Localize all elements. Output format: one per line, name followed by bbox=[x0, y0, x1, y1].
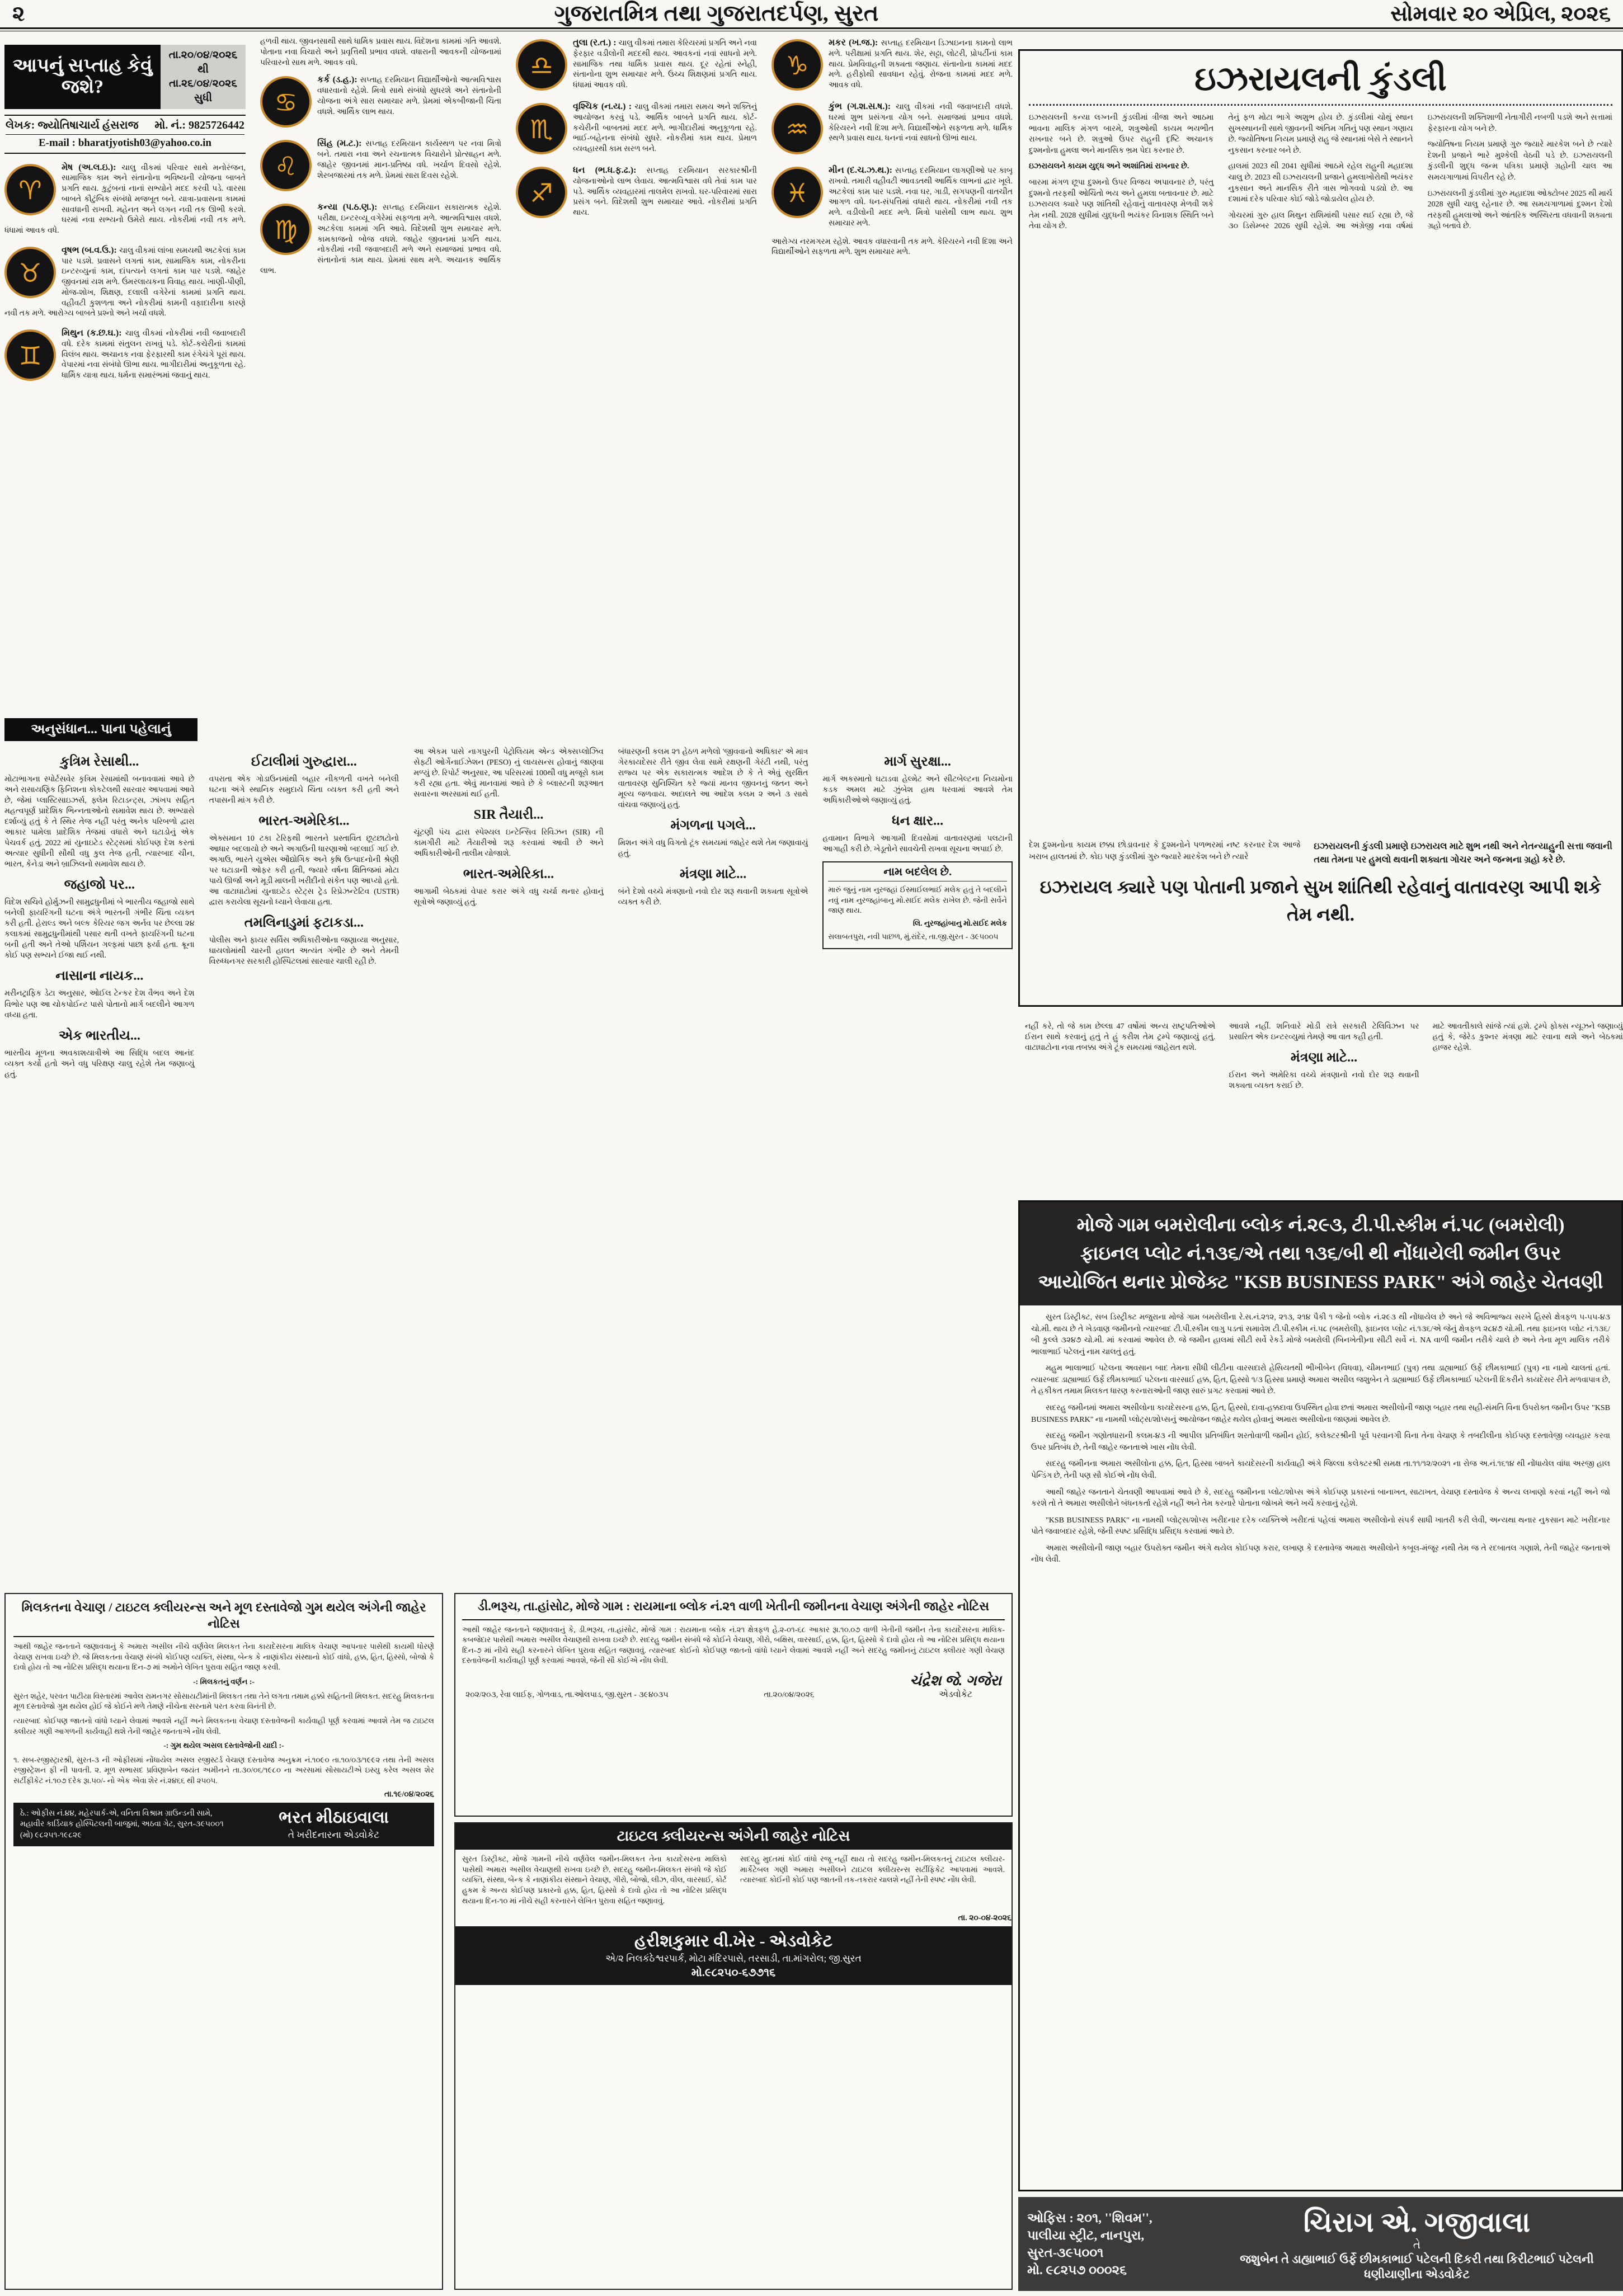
advocate-address: ૨૦૨/૨૦૩, રેવા લાઈફ, ગોળવાડ, તા.ઓલપાડ, જી.સુરત - ૩૯૪૦૩૫ bbox=[465, 1691, 669, 1700]
newspaper-title: ગુજરાતમિત્ર તથા ગુજરાતદર્પણ, સુરત bbox=[554, 1, 879, 26]
zodiac-entry-capricorn bbox=[771, 37, 1013, 93]
story-subhead: તમલિનાડુમાં ફટાકડા... bbox=[244, 916, 364, 931]
article-paragraph: બારમા મંગળ છૂપા દુશ્મનો ઉપર વિજય અપાવનાર છે, પરંતુ દુશ્મનો તરફથી ઓચિંતો ભય અને હુમલા બતાવનાર છે. માટે ઇઝરાયલ ક્યારે પણ શાંતિથી રહેવાનું વાતાવરણ મેળવી શકે તેમ નથી. 2028 સુધીમાં યુદ્ધની ભયંકર વિનાશક સ્થિતિ બને તેવા યોગ છે. bbox=[1029, 178, 1214, 231]
zodiac-text: તુલા (ર.ત.) : ચાલુ વીકમાં તમારા કેરિયરમાં પ્રગતિ અને નવા ફેરફાર વડીલોની મદદથી થાય. આવકનાં નવાં સાધનો મળે. સામાજિક તથા ધાર્મિક પ્રવાસ થાય. દૂર રહેતાં સ્નેહી, સંતાનોના શુભ સમાચાર મળે. ઉચ્ચ શિક્ષણમાં પ્રગતિ થાય. ધંધામાં આવક વધે. bbox=[573, 38, 757, 89]
office-line: ઓફિસ : ૨૦૧, ''શિવમ'', bbox=[1027, 2210, 1152, 2225]
story-paragraph: મરીનટ્રાફિક ડેટા અનુસાર, ઓઈલ ટેન્કર દેશ વૈભવ અને દેશ વિભોર પણ આ ચોકપોઈન્ટ પાસે પોતાનો માર્ગ બદલીને આગળ વધ્યા હતા. bbox=[4, 989, 195, 1020]
story-column bbox=[1025, 1021, 1215, 1196]
story-column bbox=[209, 747, 399, 1586]
zodiac-entry-scorpio bbox=[516, 101, 757, 157]
below-article-columns bbox=[1025, 1021, 1623, 1196]
zodiac-text: કર્ક (ડ.હ.): સપ્તાહ દરમિયાન વિદ્યાર્થીઓનો આત્મવિશ્વાસ વધારવાનો રહેશે. મિત્રો સાથે સંબંધો સુધરશે અને સંતાનોની યોજના અંગે સારા સમાચાર મળે. પ્રેમમાં એકબીજાની ચિંતા વધશે. આર્થિક લાભ થાય. bbox=[317, 75, 501, 116]
notice-paragraph: "KSB BUSINESS PARK" ના નામથી પ્લોટ્સ/શોપ્સ ખરીદનાર દરેક વ્યક્તિએ ખરીદતાં પહેલાં અમારા અસીલોનો સંપર્ક સાધી ખાતરી કરી લેવી, અન્યથા થનાર નુકસાન માટે ખરીદનાર પોતે જવાબદાર રહેશે, જેની સ્પષ્ટ પ્રસિદ્ધિ પ્રસિદ્ધ કરવામાં આવે છે. bbox=[1031, 1516, 1610, 1536]
zodiac-text: મીન (દ.ચ.ઝ.થ.): સપ્તાહ દરમિયાન લાગણીઓ પર કાબૂ રાખવો. તમારી વહીવટી આવડતથી આર્થિક લાભનાં દ્વાર ખૂલે. અટકેલાં કામ પાર પડશે. નવા ઘર, ગાડી, સગપણની વાતચીત આગળ વધે. ધન-સંપત્તિમાં વધારો થાય. નોકરીમાં નવી તક મળે. વડીલોની મદદ મળે. મિત્રો પાસેથી લાભ થાય. શુભ સમાચાર મળે. bbox=[829, 166, 1013, 228]
horoscope-column bbox=[260, 37, 501, 715]
story-paragraph: મોટાભાગના સ્પોર્ટસવેર કૃત્રિમ રેસામાંથી બનાવવામાં આવે છે અને રાસાયણિક ફિનિશના કોકટેલથી સારવાર આપવામાં આવે છે, જેમાં પ્લાસ્ટિસાઇઝર્સ, ફ્લેમ રિટાડન્ટ્સ, ઝાંખપ સહિત મહત્વપૂર્ણ પ્રાદેશિક ભિન્નતાઓનો સમાવેશ થાય છે. અભ્યાસે દર્શાવ્યું હતું કે તે સ્થિર તેજ નહીં પરંતુ અનેક પરિબળો દ્વારા આકાર પામેલા પ્રાદેશિક તેજમાં વધારો અને ઘટાડોનું એક પેચવર્ક હતું. 2022 માં યુનાઇટેડ સ્ટેટ્સમાં કોઈપણ દેશ કરતાં અત્યાર સુધીની સૌથી વધુ કુલ તેજ હતી, ત્યારબાદ ચીન, ભારત, કેનેડા અને બ્રાઝિલનો સમાવેશ થાય છે. bbox=[4, 775, 195, 869]
horoscope-columns bbox=[4, 37, 1013, 715]
office-phone: મો. ૯૮૨૫૭ ૦૦૦૨૬ bbox=[1027, 2263, 1127, 2278]
story-paragraph: વિદેશ સચિવે હોર્મુઝની સામુદ્રધુનીમાં બે ભારતીય જહાજો સાથે બનેલી ફાયરિંગની ઘટના અંગે ભારતની ગંભીર ચિંતા વ્યક્ત કરી હતી. હેરાલ્ડ અને બલ્ક કેરિયર જગ અર્નવ પર છેલ્લા ૨૪ કલાકમાં સામુદ્રધુનીમાંથી પસાર થતી વખતે ફાયરિંગની ઘટના બની હતી અને તેઓ પર્શિયન ગલ્ફમાં પાછા ફર્યા હતા. ક્રૂના કોઈ પણ સભ્યને ઈજા થઈ નથી. bbox=[4, 898, 195, 960]
story-subhead: ઈટાલીમાં ગુરુદ્વારા... bbox=[251, 755, 357, 769]
story-paragraph: હવામાન વિભાગે આગામી દિવસોમાં વાતાવરણમાં પલટાની આગાહી કરી છે. ખેડૂતોને સાવચેતી રાખવા સૂચના અપાઈ છે. bbox=[822, 835, 1013, 854]
zodiac-entry-cancer bbox=[260, 74, 501, 130]
bharuch-land-notice bbox=[454, 1593, 1013, 1817]
story-subhead: કુત્રિમ રેસાથી... bbox=[60, 755, 139, 769]
notice-paragraph: સદરહુ જમીનના અમારા અસીલોના હક્ક, હિત, હિસ્સા બાબતે કાયદેસરની કાર્યવાહી અંગે જિલ્લા કલેક્ટરશ્રી સમક્ષ તા.૧૧/૧૨/૨૦૨૧ ના રોજ અ.નં.૧૬૧૪ થી નોંધાયેલ વાંધા અરજી હાલ પેન્ડિંગ છે, તેની પણ સૌ કોઈએ નોંધ લેવી. bbox=[1031, 1460, 1610, 1480]
horoscope-lead-text: હળવી થાય. જીવનસાથી સાથે ધાર્મિક પ્રવાસ થાય. વિદેશના કામમાં ગતિ આવશે. પોતાના નવા વિચારો અને પ્રવૃત્તિથી પ્રભાવ વધશે. વધારાની આવકની યોજનામાં પરિવારનો સાથ મળે. આવક વધે. bbox=[260, 37, 501, 67]
zodiac-name: તુલા (ર.ત.) : bbox=[573, 38, 619, 48]
advocate-name-text: ચંદ્રેશ જે. ગજેરા bbox=[910, 1672, 1001, 1689]
aquarius-icon: ♒ bbox=[771, 103, 823, 154]
story-column bbox=[1433, 1021, 1623, 1196]
notice-body bbox=[455, 1850, 1012, 1911]
story-paragraph: આ એકમ પાસે નાગપુરની પેટ્રોલિયમ એન્ડ એક્સપ્લોઝિવ સેફ્ટી ઓર્ગેનાઈઝેશન (PESO) નું લાયસન્સ હોવાનું જાણવા મળ્યું છે. રિપોર્ટ અનુસાર, આ પરિસરમાં 100થી વધુ મજૂરો કામ કરી રહ્યા હતા. એવું માનવામાં આવે છે કે બ્લાસ્ટની શરૂઆત સવારના અરસામાં થઈ હતી. bbox=[413, 748, 604, 799]
story-subhead: માર્ગ સુરક્ષા... bbox=[884, 755, 951, 769]
sagittarius-icon: ♐ bbox=[516, 167, 567, 218]
story-column bbox=[822, 747, 1013, 1586]
story-subhead: ભારત-અમેરિકા... bbox=[463, 867, 554, 882]
scorpio-icon: ♏ bbox=[516, 103, 567, 154]
name-change-body: મારું જુનું નામ નુરજહાં ઈસ્માઈલભાઈ મલેક હતું તે બદલીને નવું નામ નુરજહાંબાનુ મો.સઈદ મલેક રાખેલ છે. જેની સર્વેને જાણ થાય. bbox=[828, 885, 1007, 914]
notice-title: મિલકતના વેચાણ / ટાઇટલ ક્લીયરન્સ અને મૂળ દસ્તાવેજો ગુમ થયેલ અંગેની જાહેર નોટિસ bbox=[13, 1600, 434, 1637]
notice-paragraph: ૧. સબ-રજીસ્ટ્રારશ્રી, સુરત-૩ ની ઓફીસમાં નોંધાયેલ અસલ રજીસ્ટર્ડ વેચાણ દસ્તાવેજ અનુક્રમ નં.૧૦૯૦ તા.૧૦/૦૩/૧૯૯૨ તથા તેની અસલ રજીસ્ટ્રેશન ફી ની પાવતી. ૨. મૂળ સભાસદ પ્રવિણાબેન જયંત અમીનને તા.૩૦/૦૬/૧૯૮૦ ના અરસામાં સોસાયટીએ ઇસ્યુ કરેલ અસલ શેર સર્ટીફીકેટ નં.૧૦૭ દરેક રૂા.૫૦/- નો એક એવા શેર નં.૨૪૬૬ થી ૨૫૦૫. bbox=[13, 1755, 434, 1785]
name-change-signer: લિ. નુરજહાંબાનુ મો.સઈદ મલેક bbox=[912, 919, 1007, 928]
advocate-name: ચિરાગ એ. ગજીવાલા bbox=[1303, 2206, 1531, 2238]
notice-paragraph: અમારા અસીલોની જાણ બહાર ઉપરોક્ત જમીન અંગે થયેલ કોઈપણ કરાર, લખાણ કે દસ્તાવેજ અમારા અસીલોને કબૂલ-મંજૂર નથી તેમ જ તે રદબાતલ ગણાશે, તેની જાહેર જનતાએ નોંધ લેવી. bbox=[1031, 1544, 1610, 1564]
libra-icon: ♎ bbox=[516, 39, 567, 91]
story-subhead: ભારત-અમેરિકા... bbox=[258, 814, 350, 829]
advocate-address: ઠે.: ઓફીસ નં.૪૪, મહેરપાર્ક-એ, વનિતા વિશ્રામ ગ્રાઉન્ડની સામે, મહાવીર કાર્ડિયાક હોસ્પિટલની બાજુમાં, અઠવા ગેટ, સુરત-૩૯૫૦૦૧ (મો) ૯૮૨૫૧-૧૯૮૨૯ bbox=[20, 1809, 224, 1840]
zodiac-entry-sagittarius bbox=[516, 164, 757, 220]
ksb-header-line1: મોજે ગામ બમરોલીના બ્લોક નં.૨૯૩, ટી.પી.સ્કીમ નં.૫૮ (બમરોલી) bbox=[1076, 1215, 1565, 1236]
story-paragraph: માર્ગ અકસ્માતો ઘટાડવા હેલ્મેટ અને સીટબેલ્ટના નિયમોના કડક અમલ માટે ઝુંબેશ હાથ ધરવામાં આવશે તેમ અધિકારીઓએ જણાવ્યું હતું. bbox=[822, 775, 1013, 805]
zodiac-name: મકર (ખ.જ.): bbox=[829, 38, 881, 48]
office-line: પાલીયા સ્ટ્રીટ, નાનપુરા, bbox=[1027, 2228, 1145, 2242]
story-subhead: એક ભારતીય... bbox=[58, 1028, 140, 1043]
article-bottom-left: દેશ દુશ્મનોના કાયમ છક્કા છોડાવનાર કે દુશ્મનોને પળભરમાં નષ્ટ કરનાર દેશ આજે ખરાબ હાલતમાં છે. કોઇ પણ કુંડલીમાં ગુરુ જ્યારે મારકેશ બને છે ત્યારે bbox=[1029, 841, 1301, 862]
article-closing-statement: ઇઝરાયલ ક્યારે પણ પોતાની પ્રજાને સુખ શાંતિથી રહેવાનું વાતાવરણ આપી શકે તેમ નથી. bbox=[1039, 877, 1602, 926]
zodiac-text: કન્યા (પ.ઠ.ણ.): સપ્તાહ દરમિયાન સકારાત્મક રહેશે. પરીક્ષા, ઇન્ટરવ્યૂ વગેરેમાં સફળતા મળે. આત્મવિશ્વાસ વધશે. અટકેલા કામમાં ગતિ આવે. વિદેશથી શુભ સમાચાર મળે. કામકાજનો બોજ વધશે. જાહેર જીવનમાં પ્રગતિ થાય. નોકરીમાં નવી જવાબદારી મળે અને સમાજમાં પ્રભાવ વધે. સંતાનોનાં કામ થાય. પ્રેમમાં સાથ મળે. અચાનક આર્થિક લાભ. bbox=[260, 202, 501, 275]
name-change-title: નામ બદલેલ છે. bbox=[828, 866, 1007, 881]
story-column bbox=[618, 747, 808, 1586]
horoscope-column bbox=[771, 37, 1013, 715]
story-subhead: મંત્રણા માટે... bbox=[679, 867, 747, 882]
name-change-notice bbox=[822, 861, 1013, 949]
article-headline: ઇઝરાયલની કુંડલી bbox=[1029, 56, 1612, 106]
notice-signature-row bbox=[462, 1670, 1005, 1702]
article-paragraph: હાલમાં 2023 થી 2041 સુધીમાં આઠમે રહેલ રાહુની મહાદશા ચાલુ છે. 2023 થી ઇઝરાયલની પ્રજાને હુમલાખોરોથી ભયંકર નુકસાન અને માનસિક રીતે ત્રાસ ભોગવવો પડ્યો છે. આ દશામાં દરેક પરિવાર કોઈ જોડે જોડાયેલ હોય છે. bbox=[1228, 162, 1413, 204]
notice-date: તા.૧૯/૦૪/૨૦૨૬ bbox=[384, 1790, 434, 1799]
advocate-phone: મો.૯૮૨૫૦-૬૭૭૧૬ bbox=[691, 1967, 776, 1979]
taurus-icon: ♉ bbox=[4, 247, 56, 298]
notice-paragraph: સદરહુ જમીનમાં અમારા અસીલોના કાયદેસરના હક્ક, હિત, હિસ્સો, દાવા-હક્કદાવા ઉપસ્થિત હોવા છતાં અમારા અસીલોની જાણ બહાર તથા સહી-સંમતિ વિના ઉપરોક્ત જમીન ઉપર "KSB BUSINESS PARK" ના નામથી પ્લોટ્સ/શોપ્સનું આયોજન જાહેર થયેલ હોવાનું અમારા અસીલોના જાણમાં આવેલ છે. bbox=[1031, 1404, 1610, 1424]
author-email: E-mail : bharatjyotish03@yahoo.co.in bbox=[38, 136, 212, 149]
story-paragraph: એક્સમાન 10 ટકા ટેરિફથી ભારતને પ્રસ્તાવિત છૂટછાટોનો આધાર બદલાયો છે અને અગાઉની ધારણાઓ બદલાઈ ગઈ છે. અગાઉ, ભારતે યુએસ ઔદ્યોગિક અને કૃષિ ઉત્પાદનોની શ્રેણી પર ઘટાડાની ઓફર કરી હતી, જ્યારે વર્ષના ક્ષિતિજમાં મોટા પાયે ઊર્જા અને મૂડી માલની ખરીદીનો સંકેત પણ આપ્યો હતો. આ વાટાઘાટોમાં યુનાઇટેડ સ્ટેટ્સ ટ્રેડ રિપ્રેઝન્ટેટિવ (USTR) દ્વારા કરાયેલા સૂચનો ધ્યાને લેવાયા હતા. bbox=[209, 835, 399, 907]
zodiac-text: ધન (ભ.ધ.ફ.ઢ.): સપ્તાહ દરમિયાન સરકારશ્રીની યોજનાઓનો લાભ લેવાય. આત્મવિશ્વાસ વધે તેવાં કામ પાર પડે. આર્થિક વ્યવહારમાં તાલમેલ રાખવો. ઘર-પરિવારમાં સારા પ્રસંગ બને. વિદેશથી શુભ સમાચાર આવે. નોકરીમાં પ્રગતિ થાય. bbox=[573, 166, 757, 217]
advocate-name: હરીશકુમાર વી.ખેર - એડવોકેટ bbox=[634, 1932, 833, 1951]
story-paragraph: બંધારણની કલમ ૨૧ હેઠળ મળેલો 'જીવવાનો અધિકાર' એ માત્ર ગેરકાયદેસર રીતે જીવ લેવા સામે રક્ષણની ગેરંટી નથી, પરંતુ રાજ્ય પર એક સકારાત્મક આદેશ છે કે તે એવું સુરક્ષિત વાતાવરણ સુનિશ્ચિત કરે જ્યાં માનવ જીવનનું જતન અને મૂલ્ય જળવાય. અદાલતે આ આદેશ કલમ ૨ અને ૩ સાથે વાંચવા જણાવ્યું હતું. bbox=[618, 748, 808, 810]
zodiac-name: મેષ (અ.લ.ઇ.): bbox=[62, 162, 122, 172]
notice-paragraph: સદરહુ મુદતમાં કોઈ વાંધો રજૂ નહીં થાય તો સદરહુ જમીન-મિલકતનું ટાઇટલ ક્લીયર-માર્કેટેબલ ગણી અમારા અસીલને ટાઇટલ ક્લીયરન્સ સર્ટીફિકેટ આપવામાં આવશે. ત્યારબાદ કોઈની કોઈ પણ જાતની તક-તકરાર ચાલશે નહીં તેની સ્પષ્ટ નોંધ લેવી. bbox=[740, 1855, 1005, 1884]
advocate-name: ભરત મીઠાઇવાલા bbox=[279, 1808, 389, 1827]
story-paragraph: નહીં કરે, તો જે કામ છેલ્લા 47 વર્ષોમાં અન્ય રાષ્ટ્રપતિઓએ ઈરાન સાથે કરવાનું હતું તે હું કરીશ તેમ ટ્રમ્પે જણાવ્યું હતું. વાટાઘાટોના નવા તબક્કા અંગે ટૂંક સમયમાં જાહેરાત થશે. bbox=[1025, 1022, 1216, 1053]
story-subhead: નાસાના નાયક... bbox=[55, 969, 144, 984]
article-paragraph: ઇઝરાયલને કાયમ યુદ્ધ અને અશાંતિમાં રાખનાર છે. bbox=[1029, 162, 1189, 171]
zodiac-text: કુંભ (ગ.શ.સ.ષ.): ચાલુ વીકમાં નવી જવાબદારી વધશે. ઘરમાં શુભ પ્રસંગના યોગ બને. સમાજમાં પ્રભાવ વધશે. કેરિયરને નવી દિશા મળે. વિદ્યાર્થીઓને સફળતા મળે. ધાર્મિક સ્થળે પ્રવાસ થાય. ધનનાં નવાં સાધનો ઊભાં થાય. bbox=[829, 102, 1013, 143]
zodiac-name: સિંહ (મ.ટ.): bbox=[317, 139, 366, 149]
zodiac-entry-pisces bbox=[771, 164, 1013, 229]
bottom-right-advocate-band bbox=[1018, 2197, 1623, 2291]
advocate-role: એડવોકેટ bbox=[939, 1690, 973, 1700]
zodiac-name: ધન (ભ.ધ.ફ.ઢ.): bbox=[573, 166, 647, 175]
notice-paragraph: -: મિલકતનું વર્ણન :- bbox=[193, 1677, 255, 1686]
notice-signature-band bbox=[455, 1926, 1012, 1985]
zodiac-name: વૃશ્ચિક (ન.ય.) : bbox=[573, 102, 635, 111]
horoscope-column bbox=[4, 37, 246, 715]
story-paragraph: પોલીસ અને ફાયર સર્વિસ અધિકારીઓના જણાવ્યા અનુસાર, ઘાયલોમાંથી ચારની હાલત અત્યંત ગંભીર છે અને તેમની વિરુધ્ધનગર સરકારી હોસ્પિટલમાં સારવાર ચાલી રહી છે. bbox=[209, 936, 399, 967]
zodiac-entry-leo bbox=[260, 138, 501, 194]
advocate-address: એ/૨ નિલકંઠેશ્વરપાર્ક, મોટા મંદિરપાસે, તરસાડી, તા.માંગરોલ; જી.સુરત bbox=[605, 1953, 862, 1964]
zodiac-name: મિથુન (ક.છ.ઘ.): bbox=[62, 328, 125, 338]
zodiac-name: મીન (દ.ચ.ઝ.થ.): bbox=[829, 166, 895, 175]
article-paragraph: તેનું ફળ મોટા ભાગે અશુભ હોય છે. કુંડલીમાં ચોથું સ્થાન સુખસ્થાનની સાથે જીવનની અંતિમ ગતિનું પણ સ્થાન ગણાય છે. જ્યોતિષના નિયમ પ્રમાણે રાહુ જે સ્થાનમાં બેસે તે સ્થાનને નુકસાન કરનાર બને છે. bbox=[1228, 114, 1413, 155]
story-paragraph: બંને દેશો વચ્ચે મંત્રણાનો નવો દોર શરૂ થવાની શક્યતા સૂત્રોએ વ્યક્ત કરી છે. bbox=[618, 888, 808, 907]
notice-paragraph: ત્યારબાદ કોઈપણ જાતનો વાંધો ધ્યાને લેવામાં આવશે નહીં અને મિલકતના વેચાણ દસ્તાવેજની કાર્યવાહી પૂર્ણ કરવામાં આવશે તેમ જ ટાઇટલ ક્લીયર ગણી આગળની કાર્યવાહી થશે તેની જાહેર જનતાએ નોંધ લેવી. bbox=[13, 1716, 434, 1736]
story-paragraph: ચૂંટણી પંચ દ્વારા સ્પેશ્યલ ઇન્ટેન્સિવ રિવિઝન (SIR) ની કામગીરી માટે તૈયારીઓ શરૂ કરવામાં આવી છે અને અધિકારીઓની તાલીમ યોજાશે. bbox=[413, 828, 604, 859]
story-column bbox=[4, 747, 195, 1586]
ksb-business-park-notice bbox=[1018, 1200, 1623, 2191]
israel-kundli-article bbox=[1018, 49, 1623, 1007]
zodiac-text: સિંહ (મ.ટ.): સપ્તાહ દરમિયાન કાર્યસ્થળ પર નવા મિત્રો બને. તમારા નવા અને રચનાત્મક વિચારોને પ્રોત્સાહન મળે. જાહેર જીવનમાં માન-પ્રતિષ્ઠા વધે. ખર્ચાળ દિવસો રહેશે. શેરબજારમાં તક મળે. પ્રેમમાં સારા દિવસ રહેશે. bbox=[317, 139, 501, 180]
article-bottom-row bbox=[1029, 840, 1612, 866]
virgo-icon: ♍ bbox=[260, 204, 312, 255]
capricorn-icon: ♑ bbox=[771, 39, 823, 91]
zodiac-entry-gemini bbox=[4, 327, 246, 383]
zodiac-text: મકર (ખ.જ.): સપ્તાહ દરમિયાન ડિઝાઇનના કામનો લાભ મળે. પરીક્ષામાં પ્રગતિ થાય. શેર, સટ્ટા, લોટરી, પ્રોપર્ટીનાં કામ થાય. પ્રેમવિવાહની શક્યતા જણાય. સંતાનોના કામમાં મદદ મળે. હરીફોથી સાવધાન રહેવું. રોજના કામમાં મદદ મળે. આવક વધે. bbox=[829, 38, 1013, 89]
zodiac-name: કર્ક (ડ.હ.): bbox=[317, 75, 360, 85]
notice-paragraph: આથી જાહેર જનતાને જણાવવાનું કે અમારા અસીલ નીચે વર્ણવેલ મિલકત તેના કાયદેસરના માલિક વેચાણ આપનાર પાસેથી કાયમી ધોરણે વેચાણ રાખવા ઇચ્છે છે. જે મિલકતના વેચાણ સંબંધે કોઈપણ વ્યક્તિ, સંસ્થા, બેન્ક કે નાણાંકીય સંસ્થાનો કોઈ વાંધો, હક્ક, હિત, હિસ્સો, બોજો કે દાવો હોય તો આ નોટિસ પ્રસિદ્ધ થયાના દિન-૭ માં અમોને લેખિત પુરાવા સહિત જાણ કરવી. bbox=[13, 1642, 434, 1672]
zodiac-entry-taurus bbox=[4, 244, 246, 319]
story-subhead: જહાજો પર... bbox=[64, 878, 135, 893]
story-column bbox=[1229, 1021, 1419, 1196]
notice-paragraph: મહુમ ભાલાભાઈ પટેલના અવસાન બાદ તેમના સીધી લીટીના વારસદારો હેસિયતથી ભીખીબેન (વિધવા), ચીમનભાઈ (પુત્ર) તથા ડાહ્યાભાઈ ઉર્ફે છીમકાભાઈ (પુત્ર) ના નામો ચાલતાં હતાં. ત્યારબાદ ડાહ્યાભાઈ ઉર્ફે છીમકાભાઈ પટેલના વારસાઈ હક્ક, હિત, હિસ્સો ૧/૩ હિસ્સા પ્રમાણે અમારા અસીલ જશુબેન તે ડાહ્યાભાઈ ઉર્ફે છીમકાભાઈ પટેલની દિકરીને કાયદેસર રીતે મળવાપાત્ર છે, તે હકીકત તમામ મિલકત ધારણ કરનારાઓની જાણ સારું પ્રગટ કરવામાં આવે છે. bbox=[1031, 1364, 1610, 1396]
notice-paragraph: સદરહુ જમીન ગણોતધારાની કલમ-૪૩ ની આપીલ પ્રતિબંધિત શરતોવાળી જમીન હોઈ, કલેક્ટરશ્રીની પૂર્વ પરવાનગી વિના તેના વેચાણ કે તબદીલીના કોઈપણ દસ્તાવેજી વ્યવહાર કરવા ઉપર પ્રતિબંધ છે, તેની જાહેર જનતાએ ખાસ નોંધ લેવી. bbox=[1031, 1432, 1610, 1452]
continuation-columns bbox=[4, 747, 1013, 1586]
zodiac-entry-libra bbox=[516, 37, 757, 93]
author-name: લેખક: જ્યોતિષાચાર્ય હંસરાજ bbox=[6, 119, 139, 131]
story-subhead: મંગળના પગલે... bbox=[670, 818, 756, 833]
property-sale-notice bbox=[4, 1593, 443, 2290]
author-mobile: મો. નં.: 9825726442 bbox=[154, 119, 244, 131]
zodiac-text: વૃષભ (બ.વ.ઉ.): ચાલુ વીકમાં લાંબા સમયથી અટકેલાં કામ પાર પડશે. પ્રવાસને લગતાં કામ, સામાજિક કામ, નોકરીના ઇન્ટરવ્યુનાં કામ, દાંપત્યને લગતાં કામ પાર પડશે. જાહેર જીવનમાં યશ મળે. ઉંમરલાયકના વિવાહ થાય. ખાણી-પીણી, મોજ-શોખ, શિક્ષણ, દલાલી વગેરેનાં કામમાં પ્રગતિ થાય. વહીવટી કુશળતા અને નોકરીમાં કામની વફાદારીના કારણે નવી તક મળે. આરોગ્ય બાબતે પ્રશ્નો અને ખર્ચા વધશે. bbox=[4, 245, 246, 318]
masthead bbox=[0, 0, 1623, 29]
story-subhead: ધન ક્ષાર... bbox=[892, 814, 944, 829]
zodiac-text: વૃશ્ચિક (ન.ય.) : ચાલુ વીકમાં તમારા સમય અને શક્તિનું આયોજન કરવું પડે. આર્થિક બાબતે પ્રગતિ થાય. કોર્ટ-કચેરીની બાબતમાં મદદ મળે. ભાગીદારીમાં અનુકૂળતા રહે. ભાઈ-બહેનના સંબંધો સુધરે. નોકરીમાં કામ થાય. પ્રેમાળ વ્યવહારથી કામ સરળ બને. bbox=[573, 102, 757, 153]
notice-date: તા. ૨૦-૦૪-૨૦૨૬ bbox=[958, 1914, 1012, 1923]
zodiac-name: કન્યા (પ.ઠ.ણ.): bbox=[317, 202, 383, 213]
title-clearance-notice bbox=[454, 1822, 1013, 2290]
story-paragraph: આગામી બેઠકમાં વેપાર કરાર અંગે વધુ ચર્ચા થનાર હોવાનું સૂત્રોએ જણાવ્યું હતું. bbox=[413, 888, 604, 907]
story-paragraph: મિશન અંગે વધુ વિગતો ટૂંક સમયમાં જાહેર થશે તેમ જણાવાયું હતું. bbox=[618, 839, 808, 859]
article-paragraph: ઇઝરાયલની કુંડલીમાં ગુરુ મહાદશા ઓક્ટોબર 2025 થી માર્ચ 2028 સુધી ચાલુ રહેનાર છે. આ સમયગાળામાં દુશ્મન દેશો તરફથી હુમલાઓ અને આંતરિક અસ્થિરતા વધવાની શક્યતા ગ્રહો બતાવે છે. bbox=[1427, 189, 1612, 231]
continuation-header: અનુસંધાન... પાના પહેલાનું bbox=[4, 718, 197, 741]
article-body-columns bbox=[1029, 112, 1612, 834]
advocate-block bbox=[1220, 2206, 1614, 2283]
horoscope-header bbox=[4, 45, 246, 109]
ksb-notice-header bbox=[1020, 1202, 1621, 1305]
leo-icon: ♌ bbox=[260, 140, 312, 191]
advocate-te: તે bbox=[1413, 2238, 1421, 2251]
pisces-icon: ♓ bbox=[771, 167, 823, 218]
continuation-section bbox=[4, 718, 1013, 1588]
ksb-notice-body bbox=[1020, 1305, 1621, 1578]
aries-icon: ♈ bbox=[4, 164, 56, 215]
notice-title-band: ટાઇટલ ક્લીયરન્સ અંગેની જાહેર નોટિસ bbox=[455, 1823, 1012, 1850]
advocate-name bbox=[910, 1672, 1001, 1700]
advocate-description: જશુબેન તે ડાહ્યાભાઈ ઉર્ફે છીમકાભાઈ પટેલની દિકરી તથા કિરીટભાઈ પટેલની ધણીયાણીના એડવોકેટ bbox=[1240, 2252, 1594, 2281]
notice-paragraph: સુરત ડિસ્ટ્રીક્ટ, મોજે ગામની નીચે વર્ણવેલ જમીન-મિલકત તેના કાયદેસરના માલિકો પાસેથી અમારા અસીલ વેચાણથી રાખવા ઇચ્છે છે. સદરહુ જમીન-મિલકત સંબંધે જે કોઈ વ્યક્તિ, સંસ્થા, બેન્ક કે નાણાંકીય સંસ્થાને વેચાણ, ગીરો, બોજો, લીઝ, વીલ, વારસાઈ, કોર્ટ હુકમ કે અન્ય કોઈપણ પ્રકારનો હક્ક, હિત, હિસ્સો કે દાવો હોય તો આ નોટિસ પ્રસિદ્ધ થયાના દિન-૧૦ માં નીચે સહી કરનારને લેખિત પુરાવા સહિત જણાવવું. bbox=[462, 1855, 727, 1905]
story-paragraph: ભારતીય મૂળના અવકાશયાત્રીએ આ સિદ્ધિ બદલ આનંદ વ્યક્ત કર્યો હતો અને વધુ પરિક્ષણ ચાલુ રહેશે તેમ જણાવ્યું હતું. bbox=[4, 1049, 195, 1079]
ksb-header-line2: ફાઇનલ પ્લોટ નં.૧૩૬/એ તથા ૧૩૬/બી થી નોંધાયેલી જમીન ઉપર bbox=[1080, 1243, 1561, 1264]
article-paragraph: ઇઝરાયલની કન્યા લગ્નની કુંડલીમાં ત્રીજા અને આઠમા ભાવના માલિક મંગળ બારમે, શત્રુઓથી કાયમ ભયભીત રાખનાર બને છે. શત્રુઓ ઉપર રાહુની દૃષ્ટિ અચાનક દુશ્મનોના હુમલા અને માનસિક ભ્રમ પેદા કરનાર છે. bbox=[1029, 114, 1214, 155]
notice-body-text: આથી જાહેર જનતાને જણાવવાનું કે, ડી.ભરૂચ, તા.હાંસોટ, મોજે ગામ : રાયમાના બ્લોક નં.૨૧ ક્ષેત્રફળ હે.૨-૦૧-૬૮ આકાર રૂા.૧૦.૦૭ વાળી ખેતીની જમીન તેના કાયદેસરના માલિક-કબજેદાર પાસેથી અમારા અસીલ વેચાણથી રાખવા ઇચ્છે છે. સદરહુ જમીન સંબંધે જે કોઈને વેચાણ, ગીરો, બક્ષિસ, વારસાઈ, હક્ક, હિત, હિસ્સો કે દાવો હોય તો આ નોટિસ પ્રસિદ્ધ થયાના દિન-૭ માં નીચે સહી કરનારને લેખિત પુરાવા સહિત જણાવવું. ત્યારબાદ કોઈનો કોઈપણ જાતનો વાંધો ધ્યાને લેવામાં આવશે નહીં અને સદરહુ જમીનનું ટાઇટલ ક્લીયર ગણી વેચાણ દસ્તાવેજની કાર્યવાહી પૂર્ણ કરવામાં આવશે, જેની સૌ કોઈએ નોંધ લેવી. bbox=[462, 1625, 1005, 1665]
page-number: ૨ bbox=[12, 2, 25, 26]
story-paragraph: માટે આવતીકાલે સાંજે ત્યાં હશે. ટ્રમ્પે ફોક્સ ન્યૂઝને જણાવ્યું હતું કે, જેરેડ કુશ્નર મંત્રણા માટે રવાના થશે અને બેઠકમાં હાજર રહેશે. bbox=[1432, 1022, 1623, 1053]
zodiac-text: મિથુન (ક.છ.ઘ.): ચાલુ વીકમાં નોકરીમાં નવી જવાબદારી વધે. દરેક કામમાં સંતુલન રાખવું પડે. કોર્ટ-કચેરીનાં કામમાં વિલંબ થાય. અચાનક નવા ફેરફારથી કામ રંગેચંગે પૂરાં થાય. વેપારમાં નવા સંબંધો ઊભા થાય. ભાગીદારીમાં અનુકૂળતા રહે. ધાર્મિક યાત્રા થાય. ધર્મના સમારંભમાં જવાનું થાય. bbox=[62, 328, 246, 380]
story-paragraph: વપરાતા એક ગોડાઉનમાંથી બહાર નીકળતી વખતે બનેલી ઘટના અંગે સ્થાનિક સમુદાયે ચિંતા વ્યક્ત કરી હતી અને તપાસની માંગ કરી છે. bbox=[209, 775, 399, 805]
story-subhead: મંત્રણા માટે... bbox=[1290, 1050, 1358, 1066]
name-change-address: સલાબતપુરા, નવી પાછળ, મું.રાંદેર, તા.જી.સુરત - ૩૯૫૦૦૫ bbox=[828, 932, 999, 941]
story-subhead: SIR તૈયારી... bbox=[473, 808, 544, 823]
story-column bbox=[413, 747, 604, 1586]
horoscope-author-block bbox=[4, 115, 246, 154]
notice-paragraph: સુરત શહેર, પરવત પાટીયા વિસ્તારમાં આવેલ રામનગર સોસાયટીમાંની મિલકત તથા તેને લગતા તમામ હક્કો સહિતની મિલકત. સદરહુ મિલકતના મૂળ દસ્તાવેજો ગુમ થયેલ હોઈ જે કોઈને મળે તેમણે નીચેના સરનામે પરત કરવા વિનંતી છે. bbox=[13, 1691, 435, 1711]
zodiac-entry-aries bbox=[4, 162, 246, 237]
notice-title: ડી.ભરૂચ, તા.હાંસોટ, મોજે ગામ : રાયમાના બ્લોક નં.૨૧ વાળી ખેતીની જમીનના વેચાણ અંગેની જાહેર નોટિસ bbox=[462, 1599, 1005, 1620]
zodiac-name: કુંભ (ગ.શ.સ.ષ.): bbox=[829, 102, 896, 111]
story-paragraph: આવશે નહીં. શનિવારે મોડી રાત્રે સરકારી ટેલિવિઝન પર પ્રસારિત એક ઇન્ટરવ્યુમાં તેમણે આ વાત કહી હતી. bbox=[1229, 1022, 1419, 1042]
notice-paragraph: -: ગુમ થયેલ અસલ દસ્તાવેજોની યાદી :- bbox=[163, 1741, 284, 1750]
notice-date: તા.૨૦/૦૪/૨૦૨૬ bbox=[764, 1691, 815, 1700]
advocate-role: તે ખરીદનારના એડવોકેટ bbox=[288, 1829, 380, 1840]
horoscope-tail-text: આરોગ્ય નરમગરમ રહેશે. આવક વધારવાની તક મળે. કેરિયરને નવી દિશા અને વિદ્યાર્થીઓને સફળતા મળે. શુભ સમાચાર મળે. bbox=[771, 237, 1013, 257]
advocate-signature bbox=[240, 1808, 427, 1841]
article-paragraph: જ્યોતિષના નિયમ પ્રમાણે ગુરુ જ્યારે મારકેશ બને છે ત્યારે દેશની પ્રજાને ભારે મુશ્કેલી વેઠવી પડે છે. ઇઝરાયલની કુંડલીની શુદ્ધ જન્મ પત્રિકા પ્રમાણે ગ્રહોની ચાલ આ સમયગાળામાં વિપરીત રહે છે. bbox=[1427, 140, 1612, 182]
notice-signature-band bbox=[13, 1803, 434, 1847]
article-paragraph: ગોચરમાં ગુરુ હાલ મિથુન રાશિમાંથી પસાર થઈ રહ્યા છે, જે ૩૦ ડિસેમ્બર 2026 સુધી રહેશે. આ અંગ્રેજી નવા વર્ષમાં ઇઝરાયલની શક્તિશાળી નેતાગીરી નબળી પડશે અને સત્તામાં ફેરફારના યોગ બને છે. bbox=[1228, 114, 1612, 231]
zodiac-name: વૃષભ (બ.વ.ઉ.): bbox=[62, 245, 120, 255]
office-line: સુરત-૩૯૫૦૦૧ bbox=[1027, 2246, 1104, 2260]
zodiac-text: મેષ (અ.લ.ઇ.): ચાલુ વીકમાં પરિવાર સાથે મનોરંજન, સામાજિક કામ અને સંતાનોના ભવિષ્યની યોજના બાબતે પ્રગતિ થાય. કુટુંબનાં નાનાં સભ્યોને મદદ કરવી પડે. વારસા બાબતે કૌટુંબિક સંબંધો મજબૂત બને. યાત્રા-પ્રવાસના કામમાં સાવધાની રાખવી. મહેનત અને લગન નવી તક ઊભી કરશે. ઘરમાં નવા સભ્યનો ઉમેરો થાય. નોકરીમાં નવી તક મળે. ધંધામાં આવક વધે. bbox=[4, 162, 246, 235]
notice-body bbox=[13, 1642, 434, 1786]
story-paragraph: ઈરાન અને અમેરિકા વચ્ચે મંત્રણાનો નવો દોર શરૂ થવાની શક્યતા વ્યક્ત કરાઈ છે. bbox=[1229, 1071, 1419, 1091]
horoscope-date-range: તા.૨૦/૦૪/૨૦૨૬ થી તા.૨૬/૦૪/૨૦૨૬ સુધી bbox=[161, 45, 246, 109]
office-address bbox=[1027, 2209, 1212, 2279]
cancer-icon: ♋ bbox=[260, 76, 312, 128]
zodiac-entry-aquarius bbox=[771, 101, 1013, 157]
article-bottom-bold: ઇઝરાયલની કુંડલી પ્રમાણે ઇઝરાયલ માટે શુભ નથી અને નેતન્યાહુની સત્તા જવાની તથા તેમના પર હુમલો થવાની શક્યતા ગોચર અને જન્મના ગ્રહો કરે છે. bbox=[1314, 841, 1612, 865]
horoscope-column bbox=[516, 37, 757, 715]
gemini-icon: ♊ bbox=[4, 329, 56, 381]
horoscope-title: આપનું સપ્તાહ કેવું જશે? bbox=[4, 45, 161, 109]
ksb-header-line3: આયોજિત થનાર પ્રોજેક્ટ "KSB BUSINESS PARK" અંગે જાહેર ચેતવણી bbox=[1038, 1272, 1603, 1293]
issue-date: સોમવાર ૨૦ એપ્રિલ, ૨૦૨૬ bbox=[1390, 2, 1611, 26]
notice-paragraph: આથી જાહેર જનતાને ચેતવણી આપવામાં આવે છે કે, સદરહુ જમીનના પ્લોટ/શોપ્સ અંગે કોઈપણ પ્રકારનાં બાનાખત, સાટાખત, વેચાણ દસ્તાવેજ કે અન્ય લખાણો કરવાં નહીં અને જો કરશે તો તે અમારા અસીલોને બંધનકર્તા રહેશે નહીં અને તેમ કરનારે પોતાના જોખમે અને ખર્ચે કરવાનું રહેશે. bbox=[1031, 1488, 1610, 1508]
notice-paragraph: સુરત ડિસ્ટ્રીક્ટ, સબ ડિસ્ટ્રીક્ટ મજુરાના મોજે ગામ બમરોલીના રે.સ.નં.૨૧૨, ૨૧૩, ૨૧૪ પૈકી ૧ જેનો બ્લોક નં.૨૯૩ થી નોંધાયેલ છે અને જે અવિભાજ્ય સરખે હિસ્સે ક્ષેત્રફળ ૫-૫૫-૪૩ ચો.મી. થાય છે તે ખેડવાણ જમીનનો ત્યારબાદ ટી.પી.સ્કીમ લાગુ પડતાં સમાવેશ ટી.પી.સ્કીમ નં.૫૮ (બમરોલી), ફાઇનલ પ્લોટ નં.૧૩૬/એ જેનું ક્ષેત્રફળ ૨૮૪૭ ચો.મી. તથા ફાઇનલ પ્લોટ નં.૧૩૬/બી કુલ્લે ૩૨૪૭ ચો.મી. માં કરવામાં આવેલ છે. જે જમીન હાલમાં સીટી સર્વે રેકર્ડે મોજે બમરોલી (બિનખેતી)ના સીટી સર્વે નં. NA વાળી જમીન તરીકે ચાલે છે અને તેના મૂળ માલિક તરીકે ભાલાભાઈ પટેલનું નામ ચાલતું હતું. bbox=[1031, 1313, 1610, 1356]
below-article-stories bbox=[1025, 1021, 1623, 1196]
zodiac-entry-virgo bbox=[260, 201, 501, 276]
weekly-horoscope-section bbox=[4, 37, 1013, 715]
